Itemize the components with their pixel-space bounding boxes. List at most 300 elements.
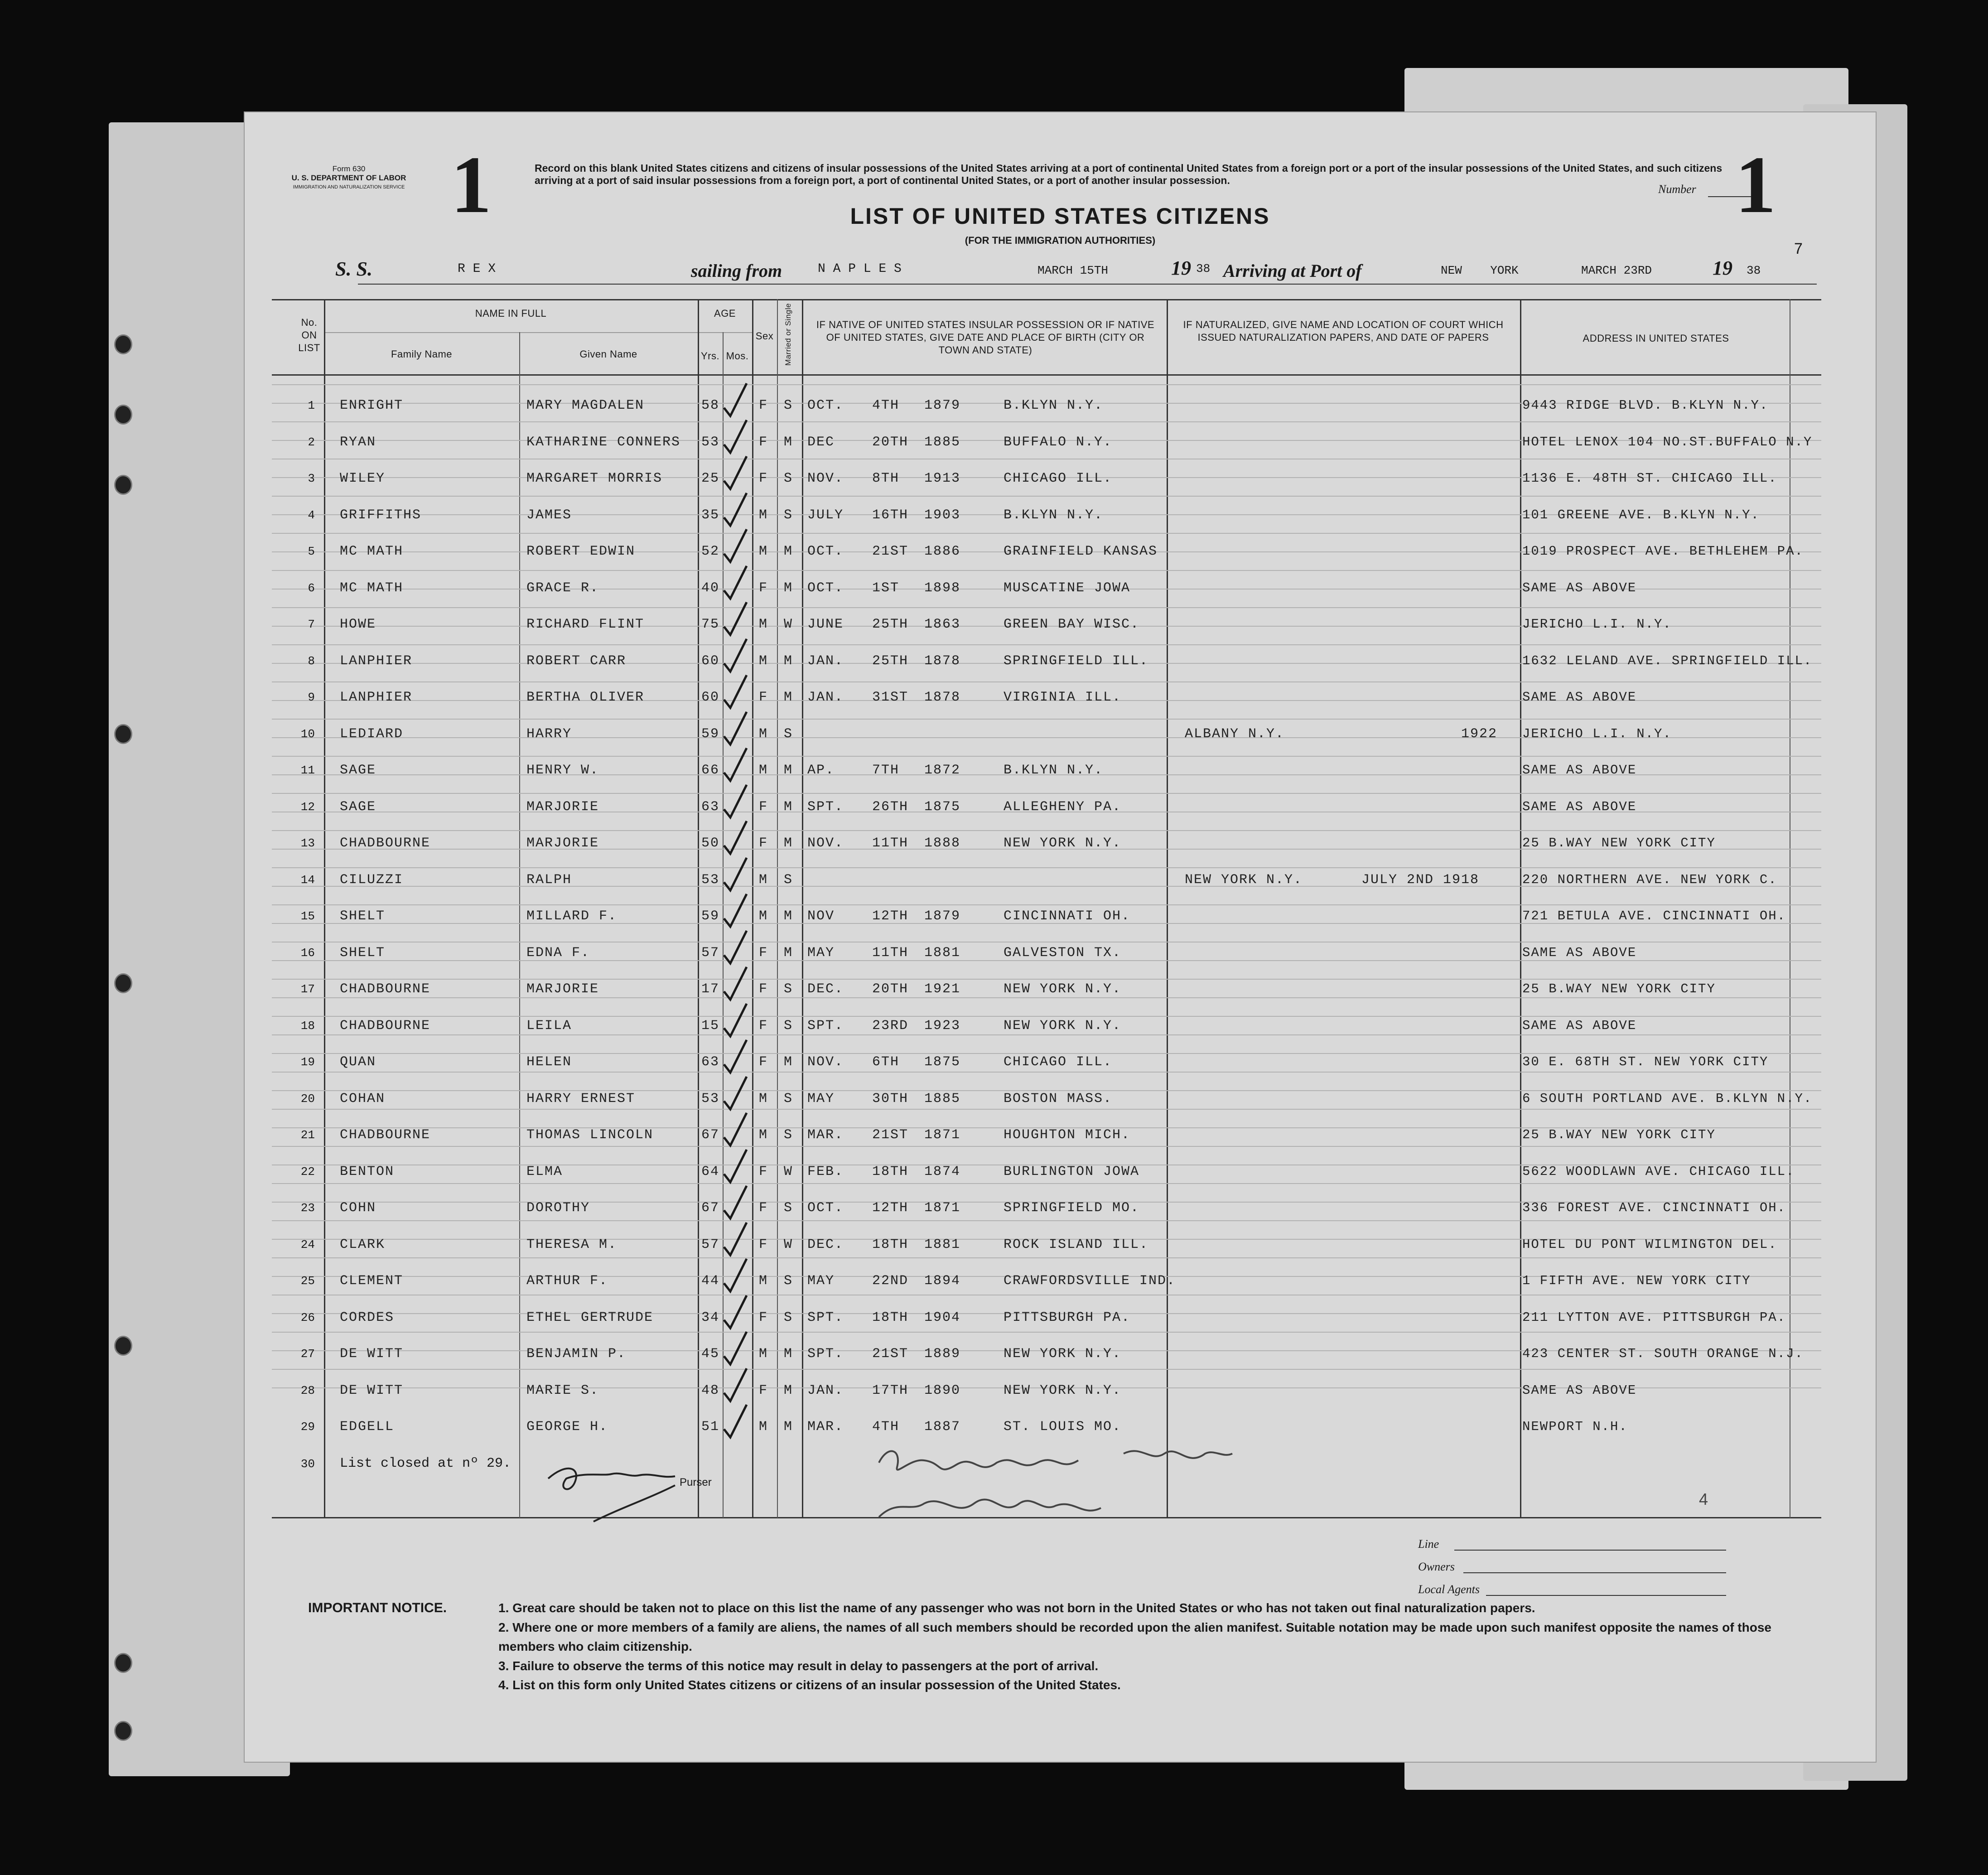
us-address: SAME AS ABOVE — [1522, 1382, 1637, 1398]
sex: M — [759, 872, 768, 888]
big-number-left: 1 — [451, 140, 492, 230]
binder-hole — [114, 1653, 132, 1673]
header-name-in-full: NAME IN FULL — [475, 308, 547, 319]
birth-place: NEW YORK N.Y. — [1004, 981, 1122, 997]
row-number: 14 — [300, 873, 315, 887]
age-years: 67 — [701, 1127, 720, 1143]
age-years: 57 — [701, 1237, 720, 1252]
check-mark — [720, 380, 752, 420]
birth-year: 1881 — [924, 945, 961, 961]
birth-month: DEC. — [807, 1237, 844, 1252]
naturalization-court: NEW YORK N.Y. — [1185, 872, 1303, 888]
arrival-year: 38 — [1747, 264, 1761, 277]
row-number: 19 — [300, 1055, 315, 1069]
header-naturalization: IF NATURALIZED, GIVE NAME AND LOCATION OF COURT WHICH ISSUED NATURALIZATION PAPERS, AND DATE OF PAPERS — [1183, 319, 1504, 343]
given-name: LEILA — [526, 1018, 572, 1034]
naturalization-date: 1922 — [1461, 726, 1498, 742]
birth-place: GREEN BAY WISC. — [1004, 617, 1140, 632]
row-number: 16 — [300, 946, 315, 960]
us-address: 211 LYTTON AVE. PITTSBURGH PA. — [1522, 1310, 1786, 1325]
age-years: 58 — [701, 398, 720, 413]
birth-day: 6TH — [872, 1054, 900, 1070]
us-address: SAME AS ABOVE — [1522, 580, 1637, 595]
marital-status: M — [784, 836, 793, 851]
us-address: 30 E. 68TH ST. NEW YORK CITY — [1522, 1054, 1769, 1069]
birth-month: OCT. — [807, 1200, 844, 1216]
table-top-rule — [272, 299, 1821, 300]
sex: F — [759, 398, 768, 413]
birth-year: 1881 — [924, 1237, 961, 1252]
check-mark — [720, 599, 752, 639]
sex: F — [759, 1382, 768, 1398]
line-label: Line — [1418, 1537, 1439, 1551]
birth-month: SPT. — [807, 799, 844, 815]
us-address: HOTEL DU PONT WILMINGTON DEL. — [1522, 1237, 1777, 1252]
us-address: 1 FIFTH AVE. NEW YORK CITY — [1522, 1273, 1751, 1288]
row-number: 1 — [308, 399, 315, 412]
age-years: 57 — [701, 945, 720, 961]
sex: F — [759, 799, 768, 815]
sex: M — [759, 617, 768, 632]
marital-status: M — [784, 945, 793, 961]
birth-day: 30TH — [872, 1091, 909, 1107]
marital-status: S — [784, 1127, 793, 1143]
family-name: LANPHIER — [340, 690, 413, 705]
marital-status: M — [784, 580, 793, 596]
marital-status: S — [784, 507, 793, 523]
birth-day: 18TH — [872, 1237, 909, 1252]
birth-month: DEC — [807, 434, 835, 450]
marital-status: S — [784, 872, 793, 888]
ruled-line — [272, 1220, 1821, 1221]
us-address: 101 GREENE AVE. B.KLYN N.Y. — [1522, 507, 1760, 522]
row-number: 15 — [300, 909, 315, 923]
birth-month: JULY — [807, 507, 844, 523]
birth-place: CHICAGO ILL. — [1004, 471, 1113, 486]
given-name: MARY MAGDALEN — [526, 398, 645, 413]
birth-day: 12TH — [872, 1200, 909, 1216]
ruled-line — [272, 1016, 1821, 1017]
us-address: 1632 LELAND AVE. SPRINGFIELD ILL. — [1522, 653, 1813, 668]
birth-month: OCT. — [807, 580, 844, 596]
check-mark — [720, 1182, 752, 1223]
ruled-line — [272, 384, 1821, 385]
us-address: JERICHO L.I. N.Y. — [1522, 617, 1672, 632]
birth-day: 23RD — [872, 1018, 909, 1034]
binder-hole — [114, 334, 132, 354]
notice-4: 4. List on this form only United States citizens or citizens of an insular possession of the United States. — [498, 1678, 1121, 1692]
birth-year: 1871 — [924, 1200, 961, 1216]
ruled-line — [272, 756, 1821, 757]
line-rule — [1454, 1550, 1726, 1551]
col-rule — [1167, 299, 1168, 1518]
given-name: MARJORIE — [526, 981, 599, 997]
birth-year: 1879 — [924, 398, 961, 413]
row-number: 29 — [300, 1420, 315, 1434]
ruled-line — [272, 793, 1821, 794]
ruled-line — [272, 867, 1821, 868]
birth-day: 4TH — [872, 398, 900, 413]
birth-month: NOV. — [807, 836, 844, 851]
family-name: EDGELL — [340, 1419, 395, 1435]
birth-place: NEW YORK N.Y. — [1004, 1346, 1122, 1362]
check-mark — [720, 635, 752, 676]
list-closed-text: List closed at nº 29. — [340, 1456, 511, 1471]
header-bottom-rule — [272, 374, 1821, 376]
birth-day: 12TH — [872, 909, 909, 924]
ruled-line — [272, 1053, 1821, 1054]
birth-place: SPRINGFIELD MO. — [1004, 1200, 1140, 1216]
arriving-label: Arriving at Port of — [1223, 261, 1362, 281]
family-name: SHELT — [340, 909, 386, 924]
row-number: 26 — [300, 1310, 315, 1324]
family-name: GRIFFITHS — [340, 507, 422, 523]
given-name: ROBERT EDWIN — [526, 544, 636, 559]
row-number: 5 — [308, 545, 315, 558]
closing-row-number: 30 — [300, 1457, 315, 1471]
birth-month: JAN. — [807, 690, 844, 705]
sex: M — [759, 1419, 768, 1435]
check-mark — [720, 781, 752, 822]
check-mark — [720, 1219, 752, 1260]
birth-day: 1ST — [872, 580, 900, 596]
birth-month: SPT. — [807, 1018, 844, 1034]
birth-month: MAR. — [807, 1419, 844, 1435]
family-name: MC MATH — [340, 580, 404, 596]
ruled-line — [272, 421, 1821, 422]
birth-year: 1887 — [924, 1419, 961, 1435]
birth-place: B.KLYN N.Y. — [1004, 507, 1104, 523]
us-address: 336 FOREST AVE. CINCINNATI OH. — [1522, 1200, 1786, 1215]
marital-status: S — [784, 981, 793, 997]
inspector-signature-scrawl — [870, 1426, 1504, 1535]
birth-month: SPT. — [807, 1310, 844, 1325]
row-number: 4 — [308, 508, 315, 522]
us-address: JERICHO L.I. N.Y. — [1522, 726, 1672, 741]
check-mark — [720, 817, 752, 858]
family-name: ENRIGHT — [340, 398, 404, 413]
age-header-split — [698, 332, 752, 333]
header-mos: Mos. — [726, 350, 749, 362]
birth-year: 1863 — [924, 617, 961, 632]
ruled-line — [272, 570, 1821, 571]
age-years: 48 — [701, 1382, 720, 1398]
header-given-name: Given Name — [579, 348, 637, 360]
sex: F — [759, 690, 768, 705]
birth-year: 1879 — [924, 909, 961, 924]
family-name: HOWE — [340, 617, 376, 632]
owners-rule — [1463, 1572, 1726, 1573]
birth-month: MAR. — [807, 1127, 844, 1143]
us-address: 1019 PROSPECT AVE. BETHLEHEM PA. — [1522, 544, 1804, 559]
notice-2: 2. Where one or more members of a family are aliens, the names of all such members should be recorded upon the alien manifest. Suitable notation may be made upon such manifest opposite the names of those members who claim citizenship. — [498, 1620, 1771, 1653]
birth-year: 1913 — [924, 471, 961, 486]
us-address: 9443 RIDGE BLVD. B.KLYN N.Y. — [1522, 398, 1769, 413]
sex: F — [759, 580, 768, 596]
check-mark — [720, 672, 752, 712]
name-header-split — [324, 332, 698, 333]
check-mark — [720, 890, 752, 931]
birth-month: SPT. — [807, 1346, 844, 1362]
family-name: CHADBOURNE — [340, 836, 431, 851]
marital-status: M — [784, 1419, 793, 1435]
marital-status: W — [784, 617, 793, 632]
birth-year: 1878 — [924, 653, 961, 669]
check-mark — [720, 963, 752, 1004]
birth-year: 1874 — [924, 1164, 961, 1179]
marital-status: M — [784, 434, 793, 450]
check-mark — [720, 744, 752, 785]
birth-year: 1871 — [924, 1127, 961, 1143]
given-name: MARJORIE — [526, 836, 599, 851]
ruled-line — [272, 1072, 1821, 1073]
family-name: SHELT — [340, 945, 386, 961]
important-notice-label: IMPORTANT NOTICE. — [308, 1600, 447, 1615]
sex: M — [759, 507, 768, 523]
birth-month: AP. — [807, 763, 835, 778]
arrival-port: NEW YORK — [1441, 264, 1519, 277]
age-years: 50 — [701, 836, 720, 851]
marital-status: M — [784, 763, 793, 778]
birth-year: 1886 — [924, 544, 961, 559]
purser-label: Purser — [680, 1476, 712, 1488]
instructions-text: Record on this blank United States citizens and citizens of insular possessions of the United States arriving at a port of continental United States from a foreign port or a port of the insular possessions of the United States, and such citizens arriving at a port of said insular possessions from a foreign port, a port of continental United States, or a port of another insular possession. — [535, 162, 1723, 186]
sex: F — [759, 1310, 768, 1325]
birth-month: NOV. — [807, 471, 844, 486]
birth-day: 22ND — [872, 1273, 909, 1289]
us-address: SAME AS ABOVE — [1522, 1018, 1637, 1033]
family-name: CHADBOURNE — [340, 1127, 431, 1143]
form-number: Form 630 — [332, 164, 366, 173]
naturalization-court: ALBANY N.Y. — [1185, 726, 1285, 742]
ruled-line — [272, 644, 1821, 645]
family-name: COHN — [340, 1200, 376, 1216]
row-number: 24 — [300, 1237, 315, 1252]
header-no-on-list: No. ON LIST — [298, 317, 320, 353]
us-address: HOTEL LENOX 104 NO.ST.BUFFALO N.Y — [1522, 434, 1813, 449]
check-mark — [720, 453, 752, 493]
birth-day: 16TH — [872, 507, 909, 523]
row-number: 21 — [300, 1128, 315, 1142]
family-name: CORDES — [340, 1310, 395, 1325]
age-years: 53 — [701, 434, 720, 450]
check-mark — [720, 526, 752, 566]
given-name: ETHEL GERTRUDE — [526, 1310, 654, 1325]
sex: F — [759, 1054, 768, 1070]
birth-year: 1903 — [924, 507, 961, 523]
sex: M — [759, 909, 768, 924]
marital-status: M — [784, 653, 793, 669]
col-rule — [802, 299, 803, 1518]
row-number: 11 — [300, 764, 315, 777]
birth-place: NEW YORK N.Y. — [1004, 1382, 1122, 1398]
given-name: ELMA — [526, 1164, 563, 1179]
col-rule — [698, 299, 699, 1518]
row-number: 17 — [300, 982, 315, 996]
page-stamp-number: 4 — [1699, 1490, 1708, 1508]
col-rule — [519, 332, 520, 1518]
age-years: 44 — [701, 1273, 720, 1289]
binder-hole — [114, 1336, 132, 1356]
birth-month: OCT. — [807, 544, 844, 559]
sex: F — [759, 981, 768, 997]
birth-day: 21ST — [872, 1346, 909, 1362]
us-address: SAME AS ABOVE — [1522, 763, 1637, 778]
check-mark — [720, 1365, 752, 1406]
col-rule — [1520, 299, 1521, 1518]
row-number: 10 — [300, 727, 315, 741]
check-mark — [720, 1328, 752, 1369]
given-name: HENRY W. — [526, 763, 599, 778]
row-number: 23 — [300, 1201, 315, 1215]
us-address: 5622 WOODLAWN AVE. CHICAGO ILL. — [1522, 1164, 1795, 1179]
age-years: 40 — [701, 580, 720, 596]
sex: F — [759, 1237, 768, 1252]
birth-day: 20TH — [872, 981, 909, 997]
birth-day: 18TH — [872, 1164, 909, 1179]
marital-status: S — [784, 1018, 793, 1034]
given-name: JAMES — [526, 507, 572, 523]
birth-month: MAY — [807, 945, 835, 961]
family-name: COHAN — [340, 1091, 386, 1107]
given-name: HARRY ERNEST — [526, 1091, 636, 1107]
ruled-line — [272, 1332, 1821, 1333]
family-name: RYAN — [340, 434, 376, 450]
header-family-name: Family Name — [391, 348, 453, 360]
birth-day: 31ST — [872, 690, 909, 705]
ruled-line — [272, 1109, 1821, 1110]
given-name: GRACE R. — [526, 580, 599, 596]
agents-rule — [1486, 1595, 1726, 1596]
birth-year: 1872 — [924, 763, 961, 778]
row-number: 18 — [300, 1019, 315, 1033]
row-number: 12 — [300, 800, 315, 814]
sex: F — [759, 836, 768, 851]
sex: M — [759, 763, 768, 778]
birth-place: BURLINGTON JOWA — [1004, 1164, 1140, 1179]
family-name: CHADBOURNE — [340, 1018, 431, 1034]
binder-hole — [114, 1721, 132, 1741]
header-married-single: Married or Single — [784, 303, 792, 366]
marital-status: S — [784, 398, 793, 413]
marital-status: M — [784, 909, 793, 924]
age-years: 63 — [701, 1054, 720, 1070]
ruled-line — [272, 1257, 1821, 1258]
us-address: SAME AS ABOVE — [1522, 799, 1637, 814]
birth-year: 1904 — [924, 1310, 961, 1325]
sailing-from-label: sailing from — [691, 261, 782, 281]
us-address: 25 B.WAY NEW YORK CITY — [1522, 1127, 1716, 1142]
age-years: 34 — [701, 1310, 720, 1325]
sex: M — [759, 1346, 768, 1362]
ss-label: S. S. — [335, 258, 372, 280]
birth-year: 1875 — [924, 1054, 961, 1070]
header-birth-info: IF NATIVE OF UNITED STATES INSULAR POSSESSION OR IF NATIVE OF UNITED STATES, GIVE DATE AND PLACE OF BIRTH (CITY OR TOWN AND STATE) — [816, 319, 1155, 356]
us-address: 6 SOUTH PORTLAND AVE. B.KLYN N.Y. — [1522, 1091, 1813, 1106]
col-rule — [752, 299, 753, 1518]
birth-month: MAY — [807, 1273, 835, 1289]
given-name: GEORGE H. — [526, 1419, 608, 1435]
given-name: BERTHA OLIVER — [526, 690, 645, 705]
marital-status: S — [784, 1200, 793, 1216]
marital-status: M — [784, 1346, 793, 1362]
birth-place: HOUGHTON MICH. — [1004, 1127, 1131, 1143]
us-address: 423 CENTER ST. SOUTH ORANGE N.J. — [1522, 1346, 1804, 1361]
binder-hole — [114, 724, 132, 744]
ruled-line — [272, 997, 1821, 998]
binder-hole — [114, 475, 132, 495]
ruled-line — [272, 1146, 1821, 1147]
family-name: CLARK — [340, 1237, 386, 1252]
family-name: SAGE — [340, 763, 376, 778]
birth-day: 25TH — [872, 617, 909, 632]
age-years: 63 — [701, 799, 720, 815]
notice-1: 1. Great care should be taken not to place on this list the name of any passenger who was not born in the United States or who has not taken out final naturalization papers. — [498, 1601, 1535, 1615]
age-years: 51 — [701, 1419, 720, 1435]
marital-status: S — [784, 471, 793, 486]
birth-place: NEW YORK N.Y. — [1004, 1018, 1122, 1034]
family-name: CLEMENT — [340, 1273, 404, 1289]
row-number: 13 — [300, 836, 315, 850]
given-name: EDNA F. — [526, 945, 590, 961]
given-name: DOROTHY — [526, 1200, 590, 1216]
ruled-line — [272, 1369, 1821, 1370]
age-years: 52 — [701, 544, 720, 559]
given-name: MARGARET MORRIS — [526, 471, 663, 486]
marital-status: M — [784, 799, 793, 815]
header-sex: Sex — [755, 330, 774, 342]
birth-year: 1888 — [924, 836, 961, 851]
birth-day: 17TH — [872, 1382, 909, 1398]
birth-year: 1885 — [924, 1091, 961, 1107]
family-name: DE WITT — [340, 1346, 404, 1362]
local-agents-label: Local Agents — [1418, 1583, 1480, 1596]
birth-day: 20TH — [872, 434, 909, 450]
sex: M — [759, 544, 768, 559]
sex: F — [759, 471, 768, 486]
given-name: HARRY — [526, 726, 572, 742]
birth-place: ALLEGHENY PA. — [1004, 799, 1122, 815]
given-name: MARIE S. — [526, 1382, 599, 1398]
birth-place: CRAWFORDSVILLE IND. — [1004, 1273, 1176, 1289]
notice-3: 3. Failure to observe the terms of this notice may result in delay to passengers at the port of arrival. — [498, 1659, 1099, 1673]
ruled-line — [272, 979, 1821, 980]
us-address: NEWPORT N.H. — [1522, 1419, 1628, 1434]
given-name: BENJAMIN P. — [526, 1346, 627, 1362]
birth-place: ROCK ISLAND ILL. — [1004, 1237, 1149, 1252]
birth-day: 11TH — [872, 836, 909, 851]
row-number: 6 — [308, 581, 315, 595]
given-name: RICHARD FLINT — [526, 617, 645, 632]
birth-place: B.KLYN N.Y. — [1004, 763, 1104, 778]
birth-day: 21ST — [872, 1127, 909, 1143]
given-name: HELEN — [526, 1054, 572, 1070]
age-years: 59 — [701, 909, 720, 924]
marital-status: W — [784, 1164, 793, 1179]
birth-month: JAN. — [807, 1382, 844, 1398]
birth-month: NOV — [807, 909, 835, 924]
row-number: 20 — [300, 1092, 315, 1106]
birth-month: FEB. — [807, 1164, 844, 1179]
manifest-page — [245, 112, 1876, 1762]
ruled-line — [272, 681, 1821, 682]
big-number-right: 1 — [1735, 140, 1776, 230]
us-address: 25 B.WAY NEW YORK CITY — [1522, 981, 1716, 996]
birth-day: 4TH — [872, 1419, 900, 1435]
birth-place: GALVESTON TX. — [1004, 945, 1122, 961]
family-name: SAGE — [340, 799, 376, 815]
check-mark — [720, 489, 752, 530]
